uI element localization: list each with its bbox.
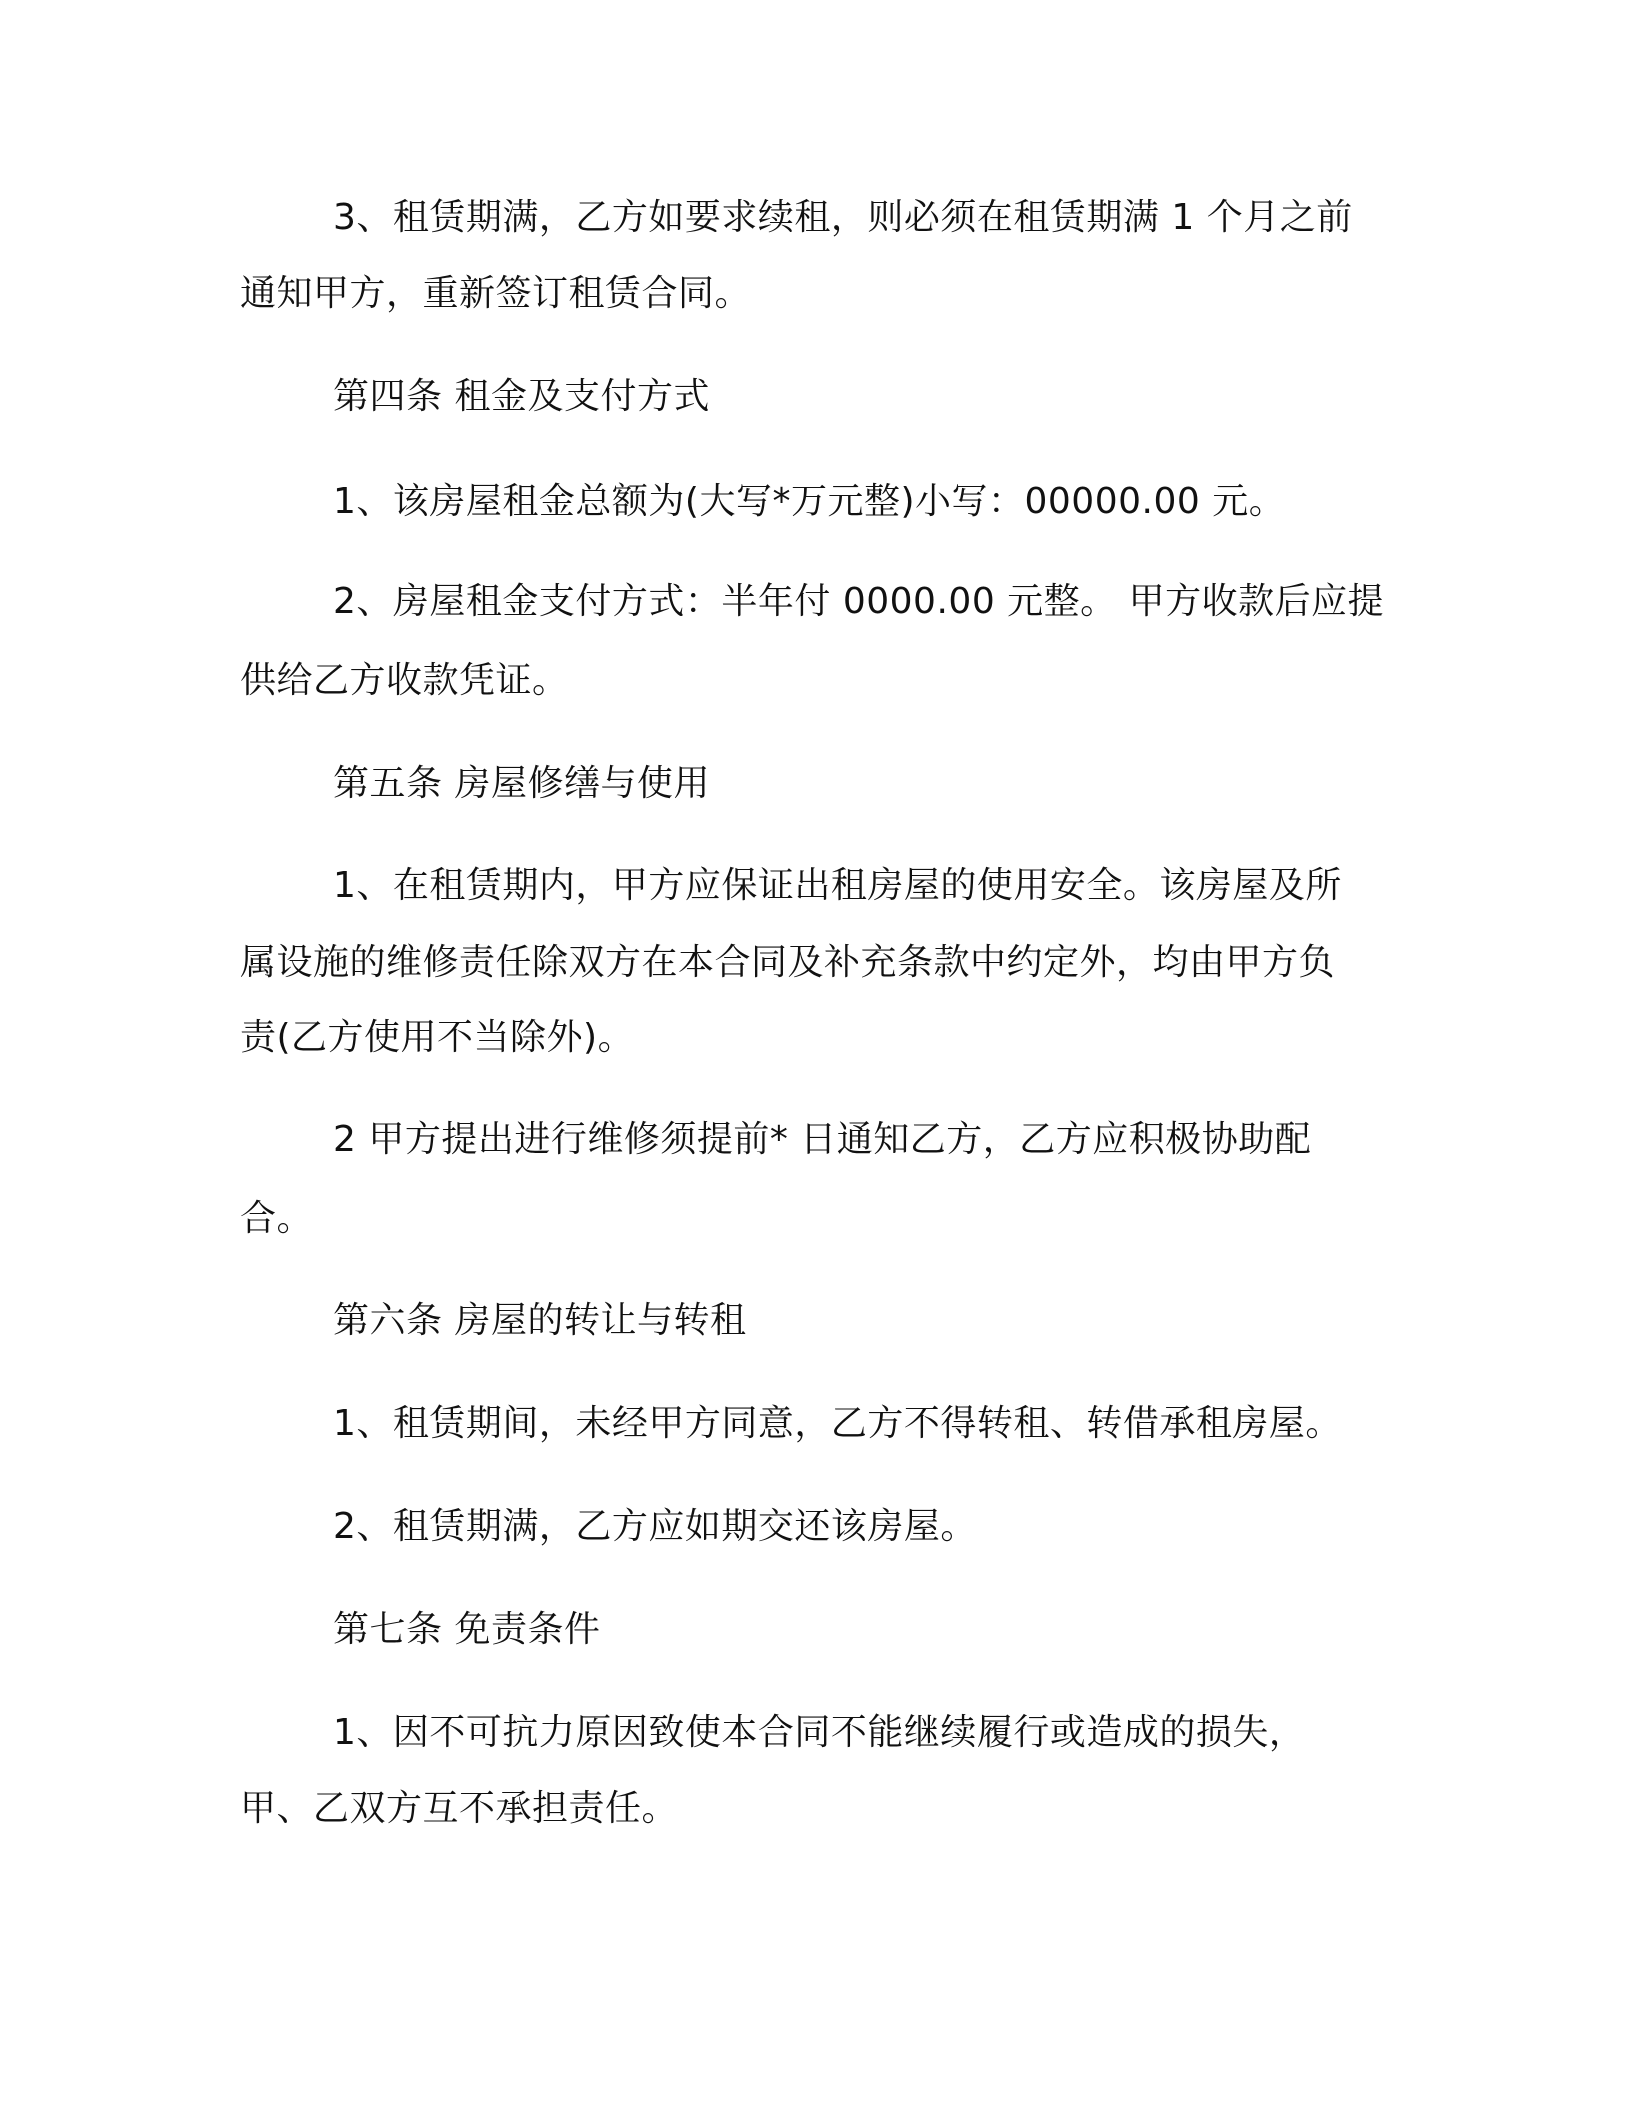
clause-3-3-line-2: 通知甲方，重新签订租赁合同。: [240, 273, 752, 314]
article-6-heading: 第六条 房屋的转让与转租: [333, 1300, 747, 1341]
clause-5-1-line-1: 1、在租赁期内，甲方应保证出租房屋的使用安全。该房屋及所: [333, 865, 1342, 906]
clause-6-1: 1、租赁期间，未经甲方同意，乙方不得转租、转借承租房屋。: [333, 1403, 1342, 1444]
clause-7-1-line-1: 1、因不可抗力原因致使本合同不能继续履行或造成的损失，: [333, 1712, 1306, 1753]
clause-3-3-line-1: 3、租赁期满，乙方如要求续租，则必须在租赁期满 1 个月之前: [333, 197, 1353, 238]
clause-4-1: 1、该房屋租金总额为(大写*万元整)小写：00000.00 元。: [333, 481, 1286, 522]
article-7-heading: 第七条 免责条件: [333, 1609, 601, 1650]
clause-6-2: 2、租赁期满，乙方应如期交还该房屋。: [333, 1506, 977, 1547]
clause-5-1-line-2: 属设施的维修责任除双方在本合同及补充条款中约定外，均由甲方负: [240, 942, 1336, 983]
article-4-heading: 第四条 租金及支付方式: [333, 376, 710, 417]
clause-4-2-line-2: 供给乙方收款凭证。: [240, 660, 569, 701]
clause-7-1-line-2: 甲、乙双方互不承担责任。: [240, 1788, 679, 1829]
clause-5-2-line-1: 2 甲方提出进行维修须提前* 日通知乙方，乙方应积极协助配: [333, 1119, 1312, 1160]
article-5-heading: 第五条 房屋修缮与使用: [333, 763, 710, 804]
clause-5-1-line-3: 责(乙方使用不当除外)。: [240, 1017, 635, 1058]
clause-4-2-line-1: 2、房屋租金支付方式：半年付 0000.00 元整。 甲方收款后应提: [333, 581, 1385, 622]
clause-5-2-line-2: 合。: [240, 1198, 314, 1239]
